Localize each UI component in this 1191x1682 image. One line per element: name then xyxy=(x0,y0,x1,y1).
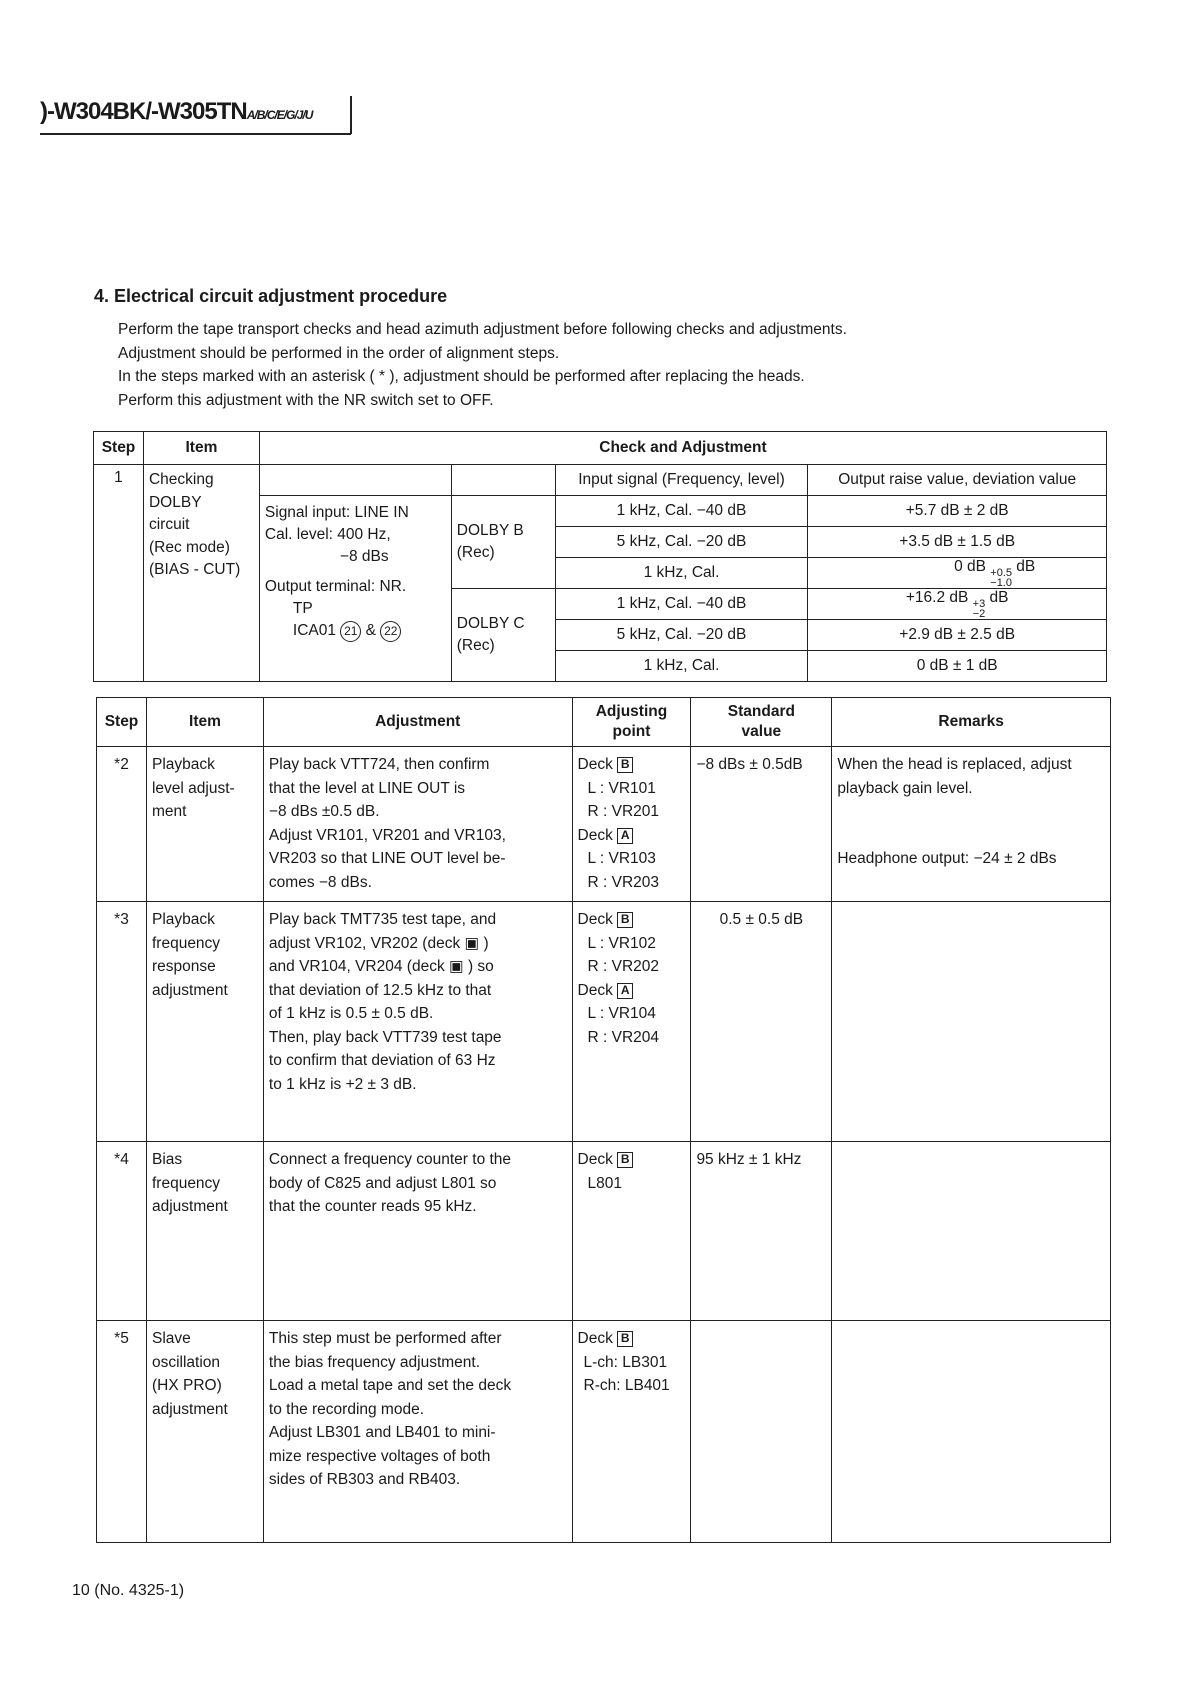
header-item: Item xyxy=(143,432,259,465)
intro-text xyxy=(118,318,847,412)
deck-b-icon: B xyxy=(617,1152,633,1168)
input-signal: 1 kHz, Cal. −40 dB xyxy=(555,496,808,527)
output-value: +2.9 dB ± 2.5 dB xyxy=(808,620,1107,651)
deck-a-icon: A xyxy=(617,983,633,999)
pin-21-icon: 21 xyxy=(340,621,361,642)
table-row xyxy=(97,747,1111,902)
intro-line: In the steps marked with an asterisk ( * ), adjustment should be performed after replacing the heads. xyxy=(118,368,805,385)
input-signal: 1 kHz, Cal. xyxy=(555,651,808,682)
standard-value xyxy=(691,1321,832,1543)
adjustment-cell: Connect a frequency counter to the body of C825 and adjust L801 so that the counter reads 95 kHz. xyxy=(263,1142,572,1321)
remarks-cell xyxy=(832,1142,1111,1321)
conditions-cell: Signal input: LINE IN Cal. level: 400 Hz, −8 dBs Output terminal: NR. TP ICA01 21 & 22 xyxy=(259,496,451,682)
section-title: 4. Electrical circuit adjustment procedure xyxy=(94,286,448,306)
item-cell: Playback frequency response adjustment xyxy=(146,902,263,1142)
input-signal: 5 kHz, Cal. −20 dB xyxy=(555,527,808,558)
header-divider xyxy=(350,96,352,134)
standard-value: −8 dBs ± 0.5dB xyxy=(691,747,832,902)
output-value: 0 dB +0.5 −1.0 dB xyxy=(808,558,1107,589)
header-step: Step xyxy=(97,698,147,747)
deck-b-icon: B xyxy=(617,912,633,928)
step-number: *3 xyxy=(97,902,147,1142)
intro-line: Adjustment should be performed in the order of alignment steps. xyxy=(118,344,560,362)
model-title: )-W304BK/-W305TNA/B/C/E/G/J/U xyxy=(40,98,313,125)
output-value: +5.7 dB ± 2 dB xyxy=(808,496,1107,527)
table-row xyxy=(97,1321,1111,1543)
header-adjusting-point: Adjusting point xyxy=(572,698,691,747)
intro-line: Perform this adjustment with the NR switch set to OFF. xyxy=(118,391,494,409)
adjustment-cell: Play back VTT724, then confirm that the level at LINE OUT is −8 dBs ±0.5 dB. Adjust VR101, VR201 and VR103, VR203 so that LINE OUT level be- comes −8 dBs. xyxy=(263,747,572,902)
deck-b-icon: B xyxy=(617,1331,633,1347)
adjustment-cell: This step must be performed after the bias frequency adjustment. Load a metal tape and set the deck to the recording mode. Adjust LB301 and LB401 to mini- mize respective voltages of both sides of RB303 and RB403. xyxy=(263,1321,572,1543)
intro-line: Perform the tape transport checks and head azimuth adjustment before following checks and adjustments. xyxy=(118,321,847,338)
input-signal: 5 kHz, Cal. −20 dB xyxy=(555,620,808,651)
item-cell: Bias frequency adjustment xyxy=(146,1142,263,1321)
header-underline xyxy=(40,133,351,135)
item-cell: Playback level adjust- ment xyxy=(146,747,263,902)
header-output: Output raise value, deviation value xyxy=(808,465,1107,496)
remarks-cell: When the head is replaced, adjust playback gain level. Headphone output: −24 ± 2 dBs xyxy=(832,747,1111,902)
table-row xyxy=(97,1142,1111,1321)
adjusting-point-cell: Deck B L : VR102 R : VR202 Deck A L : VR104 R : VR204 xyxy=(572,902,691,1142)
header-standard-value: Standard value xyxy=(691,698,832,747)
empty-cell xyxy=(451,465,555,496)
header-item: Item xyxy=(146,698,263,747)
adjusting-point-cell: Deck B L801 xyxy=(572,1142,691,1321)
input-signal: 1 kHz, Cal. −40 dB xyxy=(555,589,808,620)
input-signal: 1 kHz, Cal. xyxy=(555,558,808,589)
header-step: Step xyxy=(94,432,144,465)
deck-b-icon: B xyxy=(617,757,633,773)
table-row xyxy=(97,902,1111,1142)
step-number: *4 xyxy=(97,1142,147,1321)
empty-cell xyxy=(259,465,451,496)
header-remarks: Remarks xyxy=(832,698,1111,747)
step-number: *5 xyxy=(97,1321,147,1543)
header-check: Check and Adjustment xyxy=(259,432,1106,465)
header-input: Input signal (Frequency, level) xyxy=(555,465,808,496)
standard-value: 95 kHz ± 1 kHz xyxy=(691,1142,832,1321)
remarks-cell xyxy=(832,1321,1111,1543)
pin-22-icon: 22 xyxy=(380,621,401,642)
item-cell: Checking DOLBY circuit (Rec mode) (BIAS - CUT) xyxy=(143,465,259,682)
output-value: +16.2 dB +3 −2 dB xyxy=(808,589,1107,620)
adjustment-cell: Play back TMT735 test tape, and adjust VR102, VR202 (deck ▣ ) and VR104, VR204 (deck ▣ ) so that deviation of 12.5 kHz to that of 1 kHz is 0.5 ± 0.5 dB. Then, play back VTT739 test tape to confirm that deviation of 63 Hz to 1 kHz is +2 ± 3 dB. xyxy=(263,902,572,1142)
output-value: 0 dB ± 1 dB xyxy=(808,651,1107,682)
header-adjustment: Adjustment xyxy=(263,698,572,747)
item-cell: Slave oscillation (HX PRO) adjustment xyxy=(146,1321,263,1543)
adjustment-table xyxy=(96,697,1111,1543)
dolby-c-label: DOLBY C (Rec) xyxy=(451,589,555,682)
adjusting-point-cell: Deck B L : VR101 R : VR201 Deck A L : VR103 R : VR203 xyxy=(572,747,691,902)
model-suffix: A/B/C/E/G/J/U xyxy=(246,108,313,122)
standard-value: 0.5 ± 0.5 dB xyxy=(691,902,832,1142)
page-footer: 10 (No. 4325-1) xyxy=(72,1582,185,1599)
output-value: +3.5 dB ± 1.5 dB xyxy=(808,527,1107,558)
remarks-cell xyxy=(832,902,1111,1142)
deck-a-icon: A xyxy=(617,828,633,844)
step-number: 1 xyxy=(94,465,144,682)
dolby-b-label: DOLBY B (Rec) xyxy=(451,496,555,589)
step-number: *2 xyxy=(97,747,147,902)
adjusting-point-cell: Deck B L-ch: LB301 R-ch: LB401 xyxy=(572,1321,691,1543)
dolby-check-table xyxy=(93,431,1107,682)
